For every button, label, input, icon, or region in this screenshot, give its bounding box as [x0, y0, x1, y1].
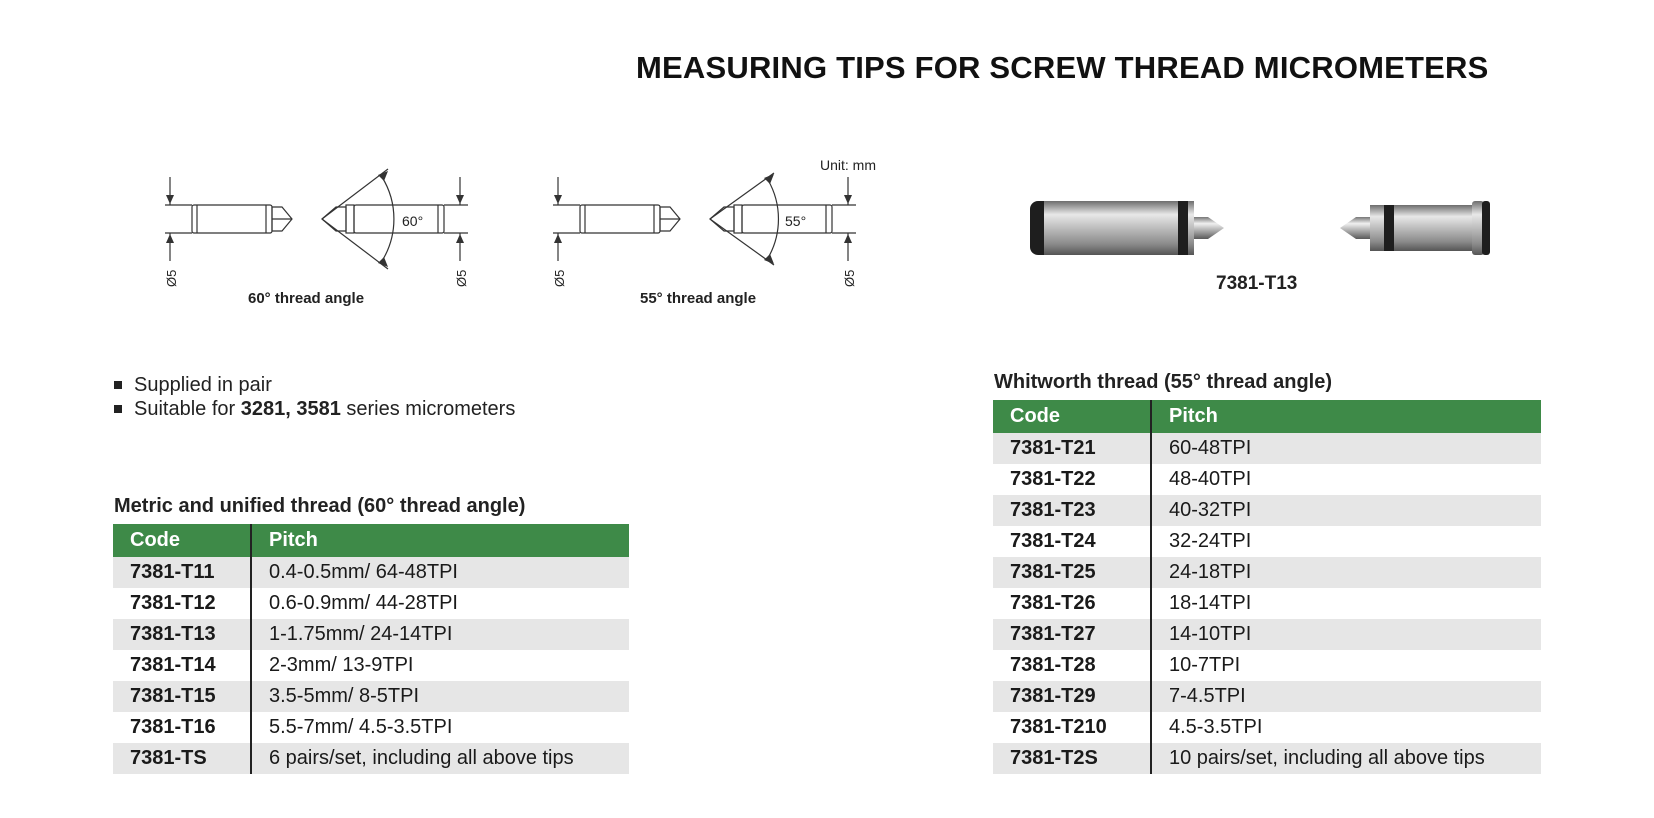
table-row: [993, 557, 1541, 588]
cell-pitch: 18-14TPI: [1151, 588, 1541, 619]
cell-pitch: 48-40TPI: [1151, 464, 1541, 495]
table-row: [113, 743, 629, 774]
cell-pitch: 5.5-7mm/ 4.5-3.5TPI: [251, 712, 629, 743]
angle-label-60: 60°: [402, 213, 424, 229]
cell-pitch: 4.5-3.5TPI: [1151, 712, 1541, 743]
photo-caption: 7381-T13: [1216, 273, 1298, 294]
diameter-label-right-55: Ø5: [842, 269, 857, 287]
cell-code: 7381-T2S: [993, 743, 1151, 774]
column-header-pitch: Pitch: [251, 524, 629, 557]
table-row: [993, 650, 1541, 681]
cell-code: 7381-TS: [113, 743, 251, 774]
cell-code: 7381-T24: [993, 526, 1151, 557]
column-header-code: Code: [993, 400, 1151, 433]
cell-pitch: 10-7TPI: [1151, 650, 1541, 681]
cell-code: 7381-T14: [113, 650, 251, 681]
cell-pitch: 2-3mm/ 13-9TPI: [251, 650, 629, 681]
diagram-55-thread-tips: [538, 165, 888, 295]
table-row: [113, 619, 629, 650]
table-row: [113, 557, 629, 588]
table-row: [113, 650, 629, 681]
table-row: [993, 526, 1541, 557]
table-row: [113, 588, 629, 619]
cell-pitch: 24-18TPI: [1151, 557, 1541, 588]
cell-pitch: 7-4.5TPI: [1151, 681, 1541, 712]
feature-item: Suitable for 3281, 3581 series micrometers: [112, 397, 515, 421]
cell-code: 7381-T26: [993, 588, 1151, 619]
whitworth-table-title: Whitworth thread (55° thread angle): [994, 371, 1333, 393]
table-row: [993, 495, 1541, 526]
cell-pitch: 14-10TPI: [1151, 619, 1541, 650]
table-row: [113, 712, 629, 743]
table-row: [993, 712, 1541, 743]
cell-code: 7381-T27: [993, 619, 1151, 650]
cell-pitch: 40-32TPI: [1151, 495, 1541, 526]
table-row: [993, 681, 1541, 712]
metric-thread-table: [113, 524, 629, 774]
table-row: [993, 743, 1541, 774]
cell-code: 7381-T28: [993, 650, 1151, 681]
cell-code: 7381-T16: [113, 712, 251, 743]
diagram-caption-55: 55° thread angle: [640, 290, 757, 307]
cell-pitch: 0.6-0.9mm/ 44-28TPI: [251, 588, 629, 619]
unit-label: Unit: mm: [820, 157, 876, 173]
cell-pitch: 0.4-0.5mm/ 64-48TPI: [251, 557, 629, 588]
whitworth-thread-table: [993, 400, 1541, 774]
table-row: [993, 433, 1541, 464]
cell-code: 7381-T21: [993, 433, 1151, 464]
cell-pitch: 1-1.75mm/ 24-14TPI: [251, 619, 629, 650]
cell-pitch: 32-24TPI: [1151, 526, 1541, 557]
cell-code: 7381-T15: [113, 681, 251, 712]
column-header-pitch: Pitch: [1151, 400, 1541, 433]
cell-pitch: 60-48TPI: [1151, 433, 1541, 464]
diagram-caption-60: 60° thread angle: [248, 290, 365, 307]
cell-pitch: 10 pairs/set, including all above tips: [1151, 743, 1541, 774]
angle-label-55: 55°: [785, 213, 807, 229]
feature-list: [112, 373, 515, 421]
cell-pitch: 3.5-5mm/ 8-5TPI: [251, 681, 629, 712]
diameter-label-left-55: Ø5: [552, 269, 567, 287]
table-row: [993, 588, 1541, 619]
table-row: [993, 464, 1541, 495]
column-header-code: Code: [113, 524, 251, 557]
diagram-60-thread-tips: [150, 165, 500, 295]
cell-code: 7381-T25: [993, 557, 1151, 588]
table-row: [113, 681, 629, 712]
cell-code: 7381-T11: [113, 557, 251, 588]
cell-code: 7381-T12: [113, 588, 251, 619]
page-title: MEASURING TIPS FOR SCREW THREAD MICROMETERS: [636, 50, 1489, 85]
cell-code: 7381-T13: [113, 619, 251, 650]
metric-table-title: Metric and unified thread (60° thread angle): [114, 495, 526, 517]
cell-code: 7381-T23: [993, 495, 1151, 526]
cell-code: 7381-T22: [993, 464, 1151, 495]
table-row: [993, 619, 1541, 650]
cell-code: 7381-T29: [993, 681, 1151, 712]
feature-item: Supplied in pair: [112, 373, 515, 397]
cell-pitch: 6 pairs/set, including all above tips: [251, 743, 629, 774]
diameter-label-right-60: Ø5: [454, 269, 469, 287]
product-photo-measuring-tips: [1020, 195, 1520, 265]
diameter-label-left-60: Ø5: [164, 269, 179, 287]
cell-code: 7381-T210: [993, 712, 1151, 743]
